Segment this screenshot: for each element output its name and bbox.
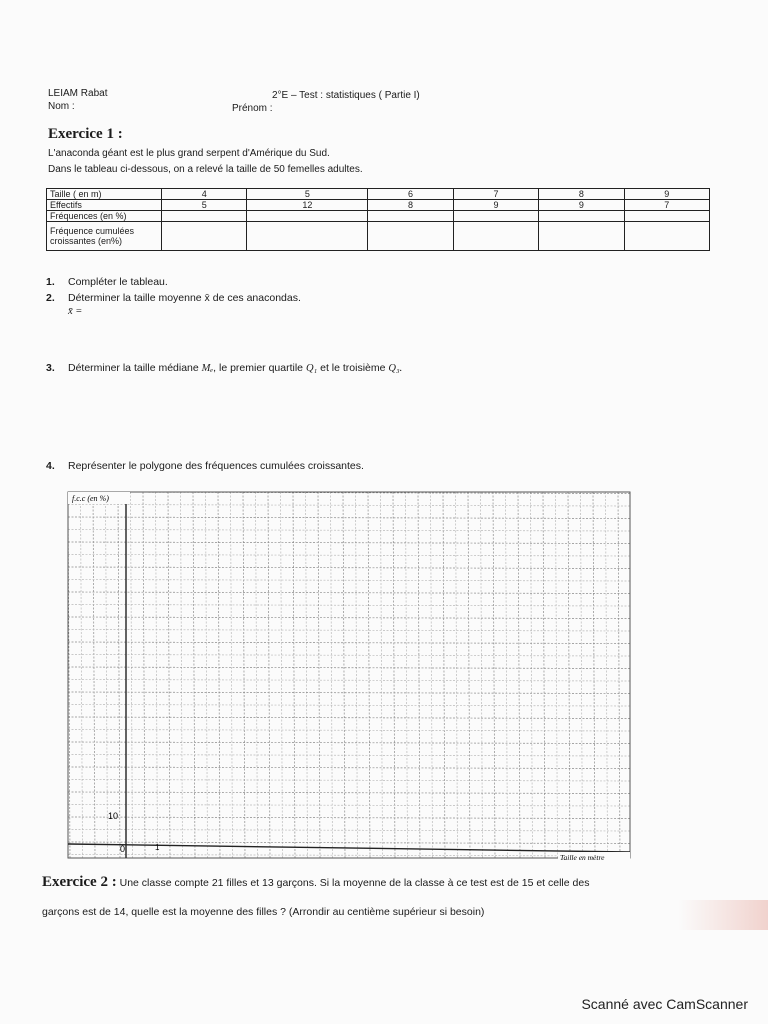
q1-symbol: Q₁ [305,363,318,374]
graph-grid [64,486,634,876]
exercise1-intro-line2: Dans le tableau ci-dessous, on a relevé la taille de 50 femelles adultes. [48,164,363,175]
nom-label: Nom : [48,101,75,112]
table-row-frequences-cumulees [47,222,710,251]
question-3-number: 3. [46,362,55,374]
effectif-cell: 9 [539,200,624,211]
taille-cell: 5 [247,189,368,200]
taille-cell: 4 [162,189,247,200]
camscanner-watermark: Scanné avec CamScanner [581,996,748,1012]
x-tick-label: 1 [155,843,160,852]
blank-cell [624,211,709,222]
effectif-cell: 9 [453,200,538,211]
question-3-text-b: , le premier quartile [213,362,304,374]
question-2 [46,292,301,304]
x-axis [68,844,630,852]
y-axis-label: f.c.c (en %) [72,494,109,503]
exercise2-text-line2: garçons est de 14, quelle est la moyenne des filles ? (Arrondir au centième supérieur si besoin) [42,906,485,918]
blank-cell [368,222,453,251]
question-4-text: Représenter le polygone des fréquences cumulées croissantes. [68,460,364,472]
exercise1-title: Exercice 1 : [48,126,123,142]
origin-label: 0 [120,844,126,854]
table-row-tailles [47,189,710,200]
frequency-table [46,188,710,251]
question-1-text: Compléter le tableau. [68,276,168,288]
taille-cell: 9 [624,189,709,200]
x-axis-label: Taille en mètre [560,853,605,862]
question-3 [46,362,402,374]
blank-cell [453,222,538,251]
row-label-frequences: Fréquences (en %) [47,211,162,222]
question-3-text-c: et le troisième [320,362,386,374]
question-2-text: Déterminer la taille moyenne x̄ de ces anacondas. [68,292,301,304]
exercise1-intro-line1: L'anaconda géant est le plus grand serpent d'Amérique du Sud. [48,148,330,159]
table-row-frequences [47,211,710,222]
blank-cell [247,211,368,222]
taille-cell: 7 [453,189,538,200]
effectif-cell: 8 [368,200,453,211]
question-4 [46,460,364,472]
blank-cell [539,211,624,222]
blank-cell [247,222,368,251]
table-row-effectifs [47,200,710,211]
exercise2-line1 [42,874,589,891]
blank-cell [162,222,247,251]
taille-cell: 6 [368,189,453,200]
prenom-label: Prénom : [232,103,273,114]
row-label-effectifs: Effectifs [47,200,162,211]
blank-cell [624,222,709,251]
test-title: 2°E – Test : statistiques ( Partie I) [272,90,420,101]
blank-cell [539,222,624,251]
row-label-taille: Taille ( en m) [47,189,162,200]
effectif-cell: 7 [624,200,709,211]
question-2-number: 2. [46,292,55,304]
mean-answer-prefix: x̄ = [68,306,83,317]
scan-artifact [678,900,768,930]
question-1-number: 1. [46,276,55,288]
taille-cell: 8 [539,189,624,200]
question-1 [46,276,168,288]
question-4-number: 4. [46,460,55,472]
question-3-text-a: Déterminer la taille médiane [68,362,199,374]
y-tick-label: 10 [108,811,119,821]
effectif-cell: 5 [162,200,247,211]
row-label-fcc: Fréquence cumulées croissantes (en%) [47,222,162,251]
grid-lines [68,492,630,858]
median-symbol: Mₑ [201,363,214,374]
blank-cell [368,211,453,222]
exercise2-text-line1: Une classe compte 21 filles et 13 garçons. Si la moyenne de la classe à ce test est de 15 et celle des [119,877,590,889]
blank-cell [162,211,247,222]
effectif-cell: 12 [247,200,368,211]
exercise2-title: Exercice 2 : [42,874,117,890]
q3-symbol: Q₃. [388,363,403,374]
blank-cell [453,211,538,222]
school-name: LEIAM Rabat [48,88,108,99]
graph-paper [64,486,634,876]
